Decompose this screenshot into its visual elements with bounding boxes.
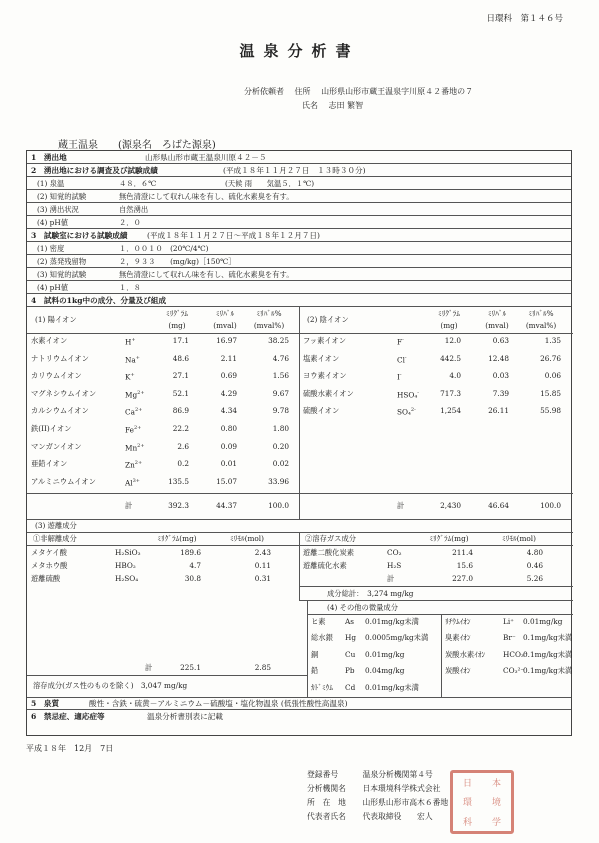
ion-name: 塩素イオン: [303, 353, 340, 363]
section-1: [27, 151, 571, 164]
trace-symbol: Li⁺: [503, 617, 515, 626]
section-6: [27, 710, 571, 723]
item-label: (1) 密度: [37, 244, 65, 253]
trace-name: 総水銀: [311, 633, 333, 643]
ion-charge: 2+: [137, 389, 145, 396]
component-name: 遊離二酸化炭素: [303, 548, 355, 557]
column-unit: (mval): [485, 321, 509, 330]
column-unit: (mval): [213, 321, 237, 330]
trace-name: 臭素ｲｵﾝ: [445, 633, 471, 643]
section-3-item: [27, 255, 571, 268]
trace-symbol: Pb: [345, 666, 355, 676]
ion-symbol: $Mn^{2+}$: [125, 442, 145, 453]
seal-character: 境: [491, 798, 501, 809]
subgroup-title: ②溶存ガス成分: [305, 534, 357, 543]
indications: 温泉分析書別表に記載: [147, 712, 223, 721]
column-header: ﾐﾘﾊﾞﾙ%: [256, 309, 282, 318]
ion-mval: 0.69: [220, 371, 237, 381]
lab-rep-row: [307, 810, 433, 824]
source-location: 山形県山形市蔵王温泉川原４２－５: [145, 153, 267, 162]
ion-charge: +: [135, 354, 140, 361]
section-3-item: [27, 268, 571, 281]
ion-mval: 16.97: [216, 336, 237, 345]
section-4-label: 4 試料の1kg中の成分、分量及び組成: [31, 296, 167, 305]
ion-mval-percent: 9.67: [272, 388, 289, 398]
ion-mg: 12.0: [444, 336, 461, 345]
ion-mval: 4.29: [220, 388, 237, 398]
section-3-label: 3 試験室における試験成績: [31, 231, 128, 240]
ion-mg: 52.1: [172, 388, 189, 398]
lab-rep-label: 代表者氏名: [307, 812, 346, 821]
section-3-header: [27, 229, 571, 242]
trace-value: 0.1mg/kg未満: [523, 633, 573, 643]
component-symbol: H₂SiO₃: [115, 548, 141, 557]
seal-character: 学: [491, 817, 501, 828]
spring-name: 蔵王温泉 (源泉名 ろばた源泉): [58, 140, 216, 151]
ion-mval: 26.11: [488, 406, 509, 416]
ion-charge: 2-: [410, 407, 416, 414]
total-mmol: 2.85: [254, 663, 271, 672]
ion-name: フッ素イオン: [303, 336, 347, 345]
ion-symbol: K+: [125, 372, 135, 382]
component-name: メタホウ酸: [31, 561, 68, 570]
section-3-item: [27, 281, 571, 294]
trace-value: 0.1mg/kg未満: [523, 649, 573, 659]
ion-mg: 22.2: [172, 424, 189, 433]
section-6-label: 6 禁忌症、適応症等: [31, 712, 105, 721]
component-mg: 4.7: [189, 561, 201, 570]
component-symbol: HBO₂: [115, 561, 136, 570]
section-2-item: [27, 203, 571, 216]
component-mg: 15.6: [456, 561, 473, 570]
ion-symbol: H+: [125, 337, 136, 347]
document-number: 日環科 第１４６号: [486, 14, 563, 24]
free-components-title: (3) 遊離成分: [35, 521, 77, 530]
analysis-form: [26, 150, 572, 736]
ion-name: アルミニウムイオン: [31, 476, 96, 486]
ion-mval: 7.39: [492, 388, 509, 398]
ion-mg: 0.2: [177, 459, 189, 469]
item-value: 自然湧出: [119, 205, 149, 214]
trace-name: ﾘﾁｳﾑｲｵﾝ: [445, 617, 471, 626]
ion-mval-percent: 0.20: [272, 441, 289, 451]
trace-symbol: Cd: [345, 682, 356, 692]
ion-charge: -: [399, 372, 402, 379]
ion-charge: 2+: [137, 442, 145, 449]
total-mval-percent: 100.0: [540, 501, 561, 510]
ion-symbol: F-: [397, 337, 404, 347]
trace-symbol: Hg: [345, 633, 357, 643]
ion-mval: 15.07: [216, 476, 237, 486]
ion-name: ヨウ素イオン: [303, 371, 347, 381]
ion-name: カリウムイオン: [31, 371, 82, 381]
address-label: 住所: [294, 87, 311, 96]
item-label: (2) 知覚的試験: [37, 192, 87, 201]
item-extra: (天候 雨 気温５．１℃): [225, 179, 315, 188]
seal-character: 環: [462, 798, 472, 809]
component-mg: 189.6: [180, 548, 201, 557]
total-mval: 44.37: [216, 501, 237, 510]
ion-charge: 3+: [132, 477, 140, 484]
total-mval: 46.64: [488, 501, 509, 510]
seal-character: 科: [462, 817, 472, 828]
ion-symbol: $Fe^{2+}$: [125, 425, 142, 435]
requester-name: 志田 繁智: [328, 101, 364, 110]
item-label: (1) 泉温: [37, 179, 65, 188]
requester-label: 分析依頼者: [244, 87, 284, 96]
lab-reg: 温泉分析機関第４号: [362, 770, 433, 779]
item-value: １．００１０ (20℃/4℃): [119, 244, 209, 253]
ion-group-title: (1) 陽イオン: [35, 315, 77, 324]
ion-symbol: $Zn^{2+}$: [125, 460, 143, 470]
component-name: 遊離硫酸: [31, 574, 61, 583]
total-label: 計: [145, 663, 153, 672]
item-value: ４８．６℃: [119, 179, 157, 188]
item-label: (3) 知覚的試験: [37, 270, 87, 279]
trace-value: 0.01mg/kg: [523, 617, 563, 626]
ion-name: マンガンイオン: [31, 441, 82, 451]
component-name: メタケイ酸: [31, 548, 67, 557]
column-header: ﾐﾘﾊﾞﾙ: [487, 309, 507, 318]
lab-reg-row: [307, 768, 433, 782]
column-header: ﾐﾘｸﾞﾗﾑ(mg): [429, 534, 469, 543]
trace-symbol: As: [345, 617, 355, 626]
column-header: ﾐﾘｸﾞﾗﾑ: [166, 309, 188, 318]
component-mmol: 0.46: [526, 561, 543, 570]
lab-org-row: [307, 782, 440, 796]
section-5-label: 5 泉質: [31, 699, 60, 708]
ion-mval-percent: 1.56: [272, 371, 289, 381]
item-label: (4) pH値: [37, 218, 68, 227]
ion-mg: 17.1: [172, 336, 189, 345]
ion-mval-percent: 26.76: [540, 353, 561, 363]
ion-charge: 2+: [133, 425, 142, 431]
total-mg: 227.0: [452, 574, 473, 583]
ion-mg: 48.6: [172, 353, 189, 363]
ion-name: 硫酸水素イオン: [303, 388, 354, 398]
column-header: ﾐﾘﾓﾙ(mol): [230, 534, 264, 543]
item-value: ２，９３３ (mg/kg)［150℃］: [119, 257, 236, 266]
lab-org: 日本環境科学株式会社: [362, 784, 441, 793]
ion-charge: +: [131, 337, 136, 343]
section-1-label: 1 湧出地: [31, 153, 67, 162]
trace-name: 炭酸ｲｵﾝ: [445, 666, 471, 676]
lab-org-label: 分析機関名: [307, 784, 346, 793]
divider: [27, 675, 307, 676]
total-mg: 392.3: [168, 501, 189, 510]
section-2-item: [27, 177, 571, 190]
ion-mval: 4.34: [220, 406, 237, 416]
divider: [27, 493, 573, 494]
total-mval-percent: 100.0: [268, 501, 289, 510]
trace-symbol: HCO₃⁻: [503, 649, 528, 659]
item-label: (4) pH値: [37, 283, 68, 292]
ion-mval-percent: 1.80: [272, 424, 289, 433]
ion-symbol: HSO₄-: [397, 389, 419, 400]
ion-symbol: Cl-: [397, 354, 407, 365]
trace-name: 鉛: [311, 666, 319, 676]
item-value: 無色清澄にして収れん味を有し、硫化水素臭を有す。: [119, 270, 294, 279]
component-mmol: 2.43: [254, 548, 271, 557]
trace-value: 0.01mg/kg未満: [365, 617, 419, 626]
component-symbol: H₂S: [387, 561, 402, 570]
ion-charge: -: [417, 389, 419, 396]
ion-mg: 2.6: [177, 441, 189, 451]
requester-address: 山形県山形市蔵王温泉字川原４２番地の７: [321, 87, 474, 96]
column-unit: (mval%): [525, 321, 557, 330]
trace-value: 0.01mg/kg: [365, 649, 405, 659]
ion-mg: 86.9: [172, 406, 189, 416]
trace-name: 銅: [311, 649, 319, 659]
ion-name: 硫酸イオン: [303, 406, 340, 416]
trace-symbol: Br⁻: [503, 633, 516, 643]
divider: [299, 532, 300, 600]
ion-mval: 0.03: [492, 371, 509, 381]
component-mg: 30.8: [184, 574, 201, 583]
ion-mval: 2.11: [220, 353, 237, 363]
lab-reg-label: 登録番号: [307, 770, 339, 779]
ion-charge: -: [404, 354, 407, 361]
free-components-table: [27, 519, 571, 698]
component-mg: 211.4: [452, 548, 473, 557]
section-2-item: [27, 190, 571, 203]
ion-mval-percent: 15.85: [540, 388, 561, 398]
ion-mg: 27.1: [172, 371, 189, 381]
lab-addr-label: 所 在 地: [307, 798, 346, 807]
subgroup-title: ①非解離成分: [33, 534, 77, 543]
column-header: ﾐﾘﾊﾞﾙ: [215, 309, 235, 318]
ion-mval: 0.01: [220, 459, 237, 469]
section-4-header: [27, 294, 571, 307]
ion-charge: 2+: [134, 460, 143, 467]
column-unit: (mg): [168, 321, 186, 330]
ion-name: 亜鉛イオン: [31, 459, 68, 469]
total-mg: 2,430: [440, 501, 461, 510]
ion-mval-percent: 9.78: [272, 406, 289, 416]
ion-group-title: (2) 陰イオン: [307, 315, 349, 324]
item-label: (3) 湧出状況: [37, 205, 79, 214]
trace-value: 0.01mg/kg未満: [365, 682, 419, 692]
ion-charge: 2+: [134, 407, 143, 414]
ion-mval-percent: 55.98: [540, 406, 561, 416]
ion-mg: 135.5: [168, 476, 189, 486]
ion-symbol: I-: [397, 372, 402, 382]
component-name: 遊離硫化水素: [303, 561, 347, 570]
ion-mval: 0.80: [220, 424, 237, 433]
column-header: ﾐﾘﾊﾞﾙ%: [528, 309, 554, 318]
section-2-header: [27, 164, 571, 177]
component-symbol: CO₂: [387, 548, 402, 557]
ion-symbol: $Al^{3+}$: [125, 477, 140, 488]
seal-character: 日: [462, 779, 472, 790]
ion-mval-percent: 4.76: [272, 353, 289, 363]
column-header: ﾐﾘｸﾞﾗﾑ: [438, 309, 460, 318]
ion-mg: 442.5: [440, 353, 461, 363]
divider: [299, 307, 300, 519]
ion-mval-percent: 38.25: [268, 336, 289, 345]
column-header: ﾐﾘﾓﾙ(mol): [502, 534, 536, 543]
lab-addr: 山形県山形市高木６番地: [362, 798, 449, 807]
ion-charge: -: [402, 337, 404, 343]
component-symbol: H₂SO₄: [115, 574, 139, 583]
ion-name: ナトリウムイオン: [31, 353, 89, 363]
component-mmol: 0.11: [254, 561, 271, 570]
lab-addr-row: [307, 796, 448, 810]
component-mmol: 0.31: [254, 574, 271, 583]
section-2-label: 2 湧出地における調査及び試験成績: [31, 166, 158, 175]
divider: [441, 614, 442, 697]
requester-block: [244, 85, 473, 113]
ion-mval-percent: 0.06: [544, 371, 561, 381]
total-label: 計: [387, 574, 395, 583]
column-unit: (mg): [440, 321, 458, 330]
ion-symbol: $Ca^{2+}$: [125, 407, 143, 417]
section-2-item: [27, 216, 571, 229]
total-mmol: 5.26: [526, 574, 543, 583]
ion-mval-percent: 0.02: [272, 459, 289, 469]
dissolved-components: 溶存成分(ガス性のものを除く) 3,047 mg/kg: [33, 681, 188, 690]
component-mmol: 4.80: [526, 548, 543, 557]
ion-mval-percent: 33.96: [268, 476, 289, 486]
total-mg: 225.1: [180, 663, 201, 672]
ion-name: 鉄(II)イオン: [31, 424, 72, 433]
ion-name: マグネシウムイオン: [31, 388, 97, 398]
section-5: [27, 697, 571, 710]
trace-title: (4) その他の微量成分: [327, 603, 399, 612]
ion-table: [27, 307, 571, 520]
trace-value: 0.1mg/kg未満: [523, 666, 573, 676]
section-3-date: (平成１８年１１月２７日～平成１８年１２月７日): [147, 231, 320, 240]
ion-mval-percent: 1.35: [544, 336, 561, 345]
total-label: 計: [125, 501, 133, 510]
total-components: 成分総計： 3,274 mg/kg: [327, 589, 414, 598]
section-2-date: (平成１８年１１月２７日 １３時３０分): [223, 166, 366, 175]
ion-name: カルシウムイオン: [31, 406, 89, 416]
ion-name: 水素イオン: [31, 336, 68, 345]
ion-charge: +: [130, 372, 135, 379]
ion-mval: 0.63: [492, 336, 509, 345]
item-value: ２．０: [119, 218, 141, 227]
name-label: 氏名: [302, 101, 318, 110]
company-seal: [450, 770, 514, 834]
trace-symbol: Cu: [345, 649, 356, 659]
column-unit: (mval%): [253, 321, 285, 330]
trace-value: 0.04mg/kg: [365, 666, 405, 676]
trace-name: ｶﾄﾞﾐｳﾑ: [311, 682, 333, 692]
lab-rep: 代表取締役 宏人: [362, 812, 433, 821]
issue-date: 平成１８年 12月 7日: [26, 744, 114, 753]
ion-mg: 717.3: [440, 388, 461, 398]
ion-mval: 12.48: [488, 353, 509, 363]
section-3-item: [27, 242, 571, 255]
ion-symbol: SO₄$^{2-}$: [397, 407, 416, 417]
column-header: ﾐﾘｸﾞﾗﾑ(mg): [157, 534, 197, 543]
spring-quality: 酸性・含鉄・硫黄－アルミニウム－硫酸塩・塩化物温泉 (低張性酸性高温泉): [89, 699, 348, 708]
ion-mg: 1,254: [440, 406, 461, 416]
ion-mval: 0.09: [220, 441, 237, 451]
trace-name: ヒ素: [311, 617, 326, 626]
trace-value: 0.0005mg/kg未満: [365, 633, 429, 643]
item-value: １．８: [119, 283, 141, 292]
item-value: 無色清澄にして収れん味を有し、硫化水素臭を有す。: [119, 192, 294, 201]
trace-symbol: CO₃²⁻: [503, 666, 525, 676]
document-title: 温泉分析書: [239, 42, 360, 60]
seal-character: 本: [491, 779, 501, 790]
item-label: (2) 蒸発残留物: [37, 257, 87, 266]
trace-name: 炭酸水素ｲｵﾝ: [445, 649, 486, 659]
ion-mg: 4.0: [449, 371, 461, 381]
total-label: 計: [397, 501, 405, 510]
ion-symbol: $Mg^{2+}$: [125, 389, 145, 400]
ion-symbol: Na+: [125, 354, 140, 365]
